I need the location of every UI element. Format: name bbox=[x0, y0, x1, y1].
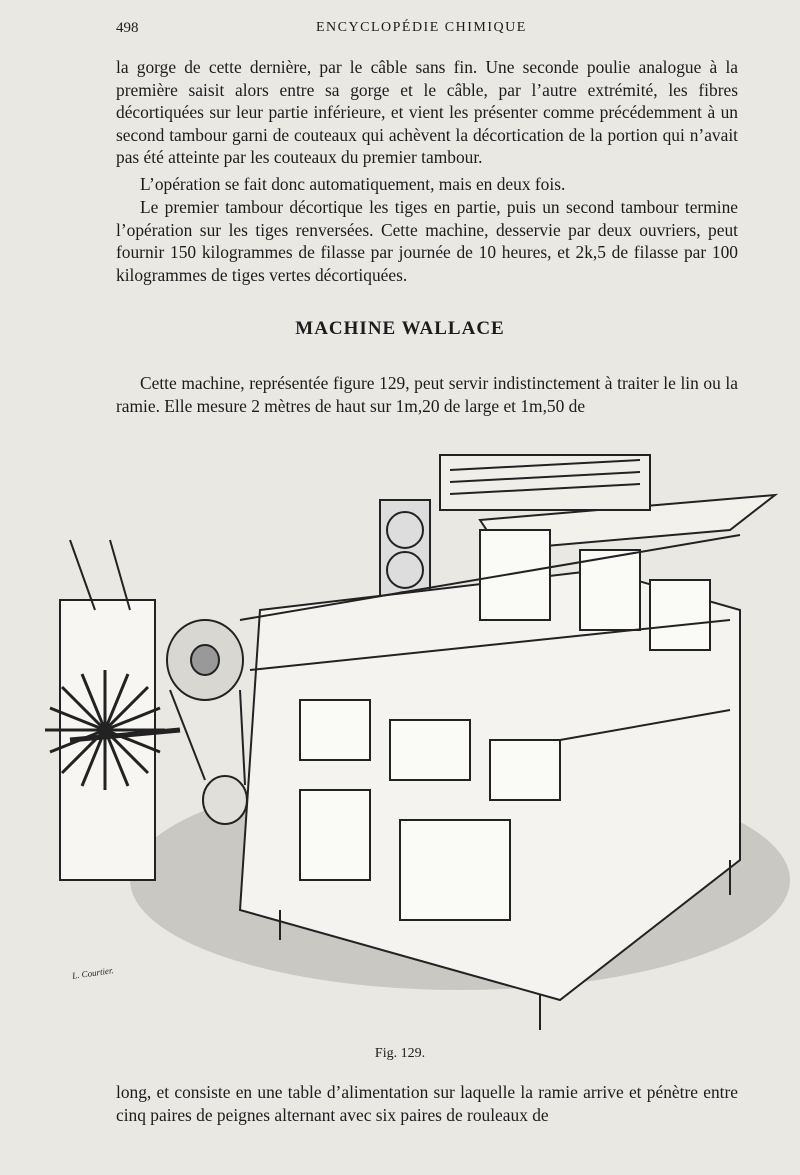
roller-assembly bbox=[440, 455, 650, 510]
body-paragraph: la gorge de cette dernière, par le câble sans fin. Une seconde poulie analogue à la première saisit alors entre sa gorge et le câble, par l’autre extrémité, les fibres décortiquées sur leur partie inférieure, et vient les présenter comme précédemment à un second tambour garni de couteaux qui achèvent la décortication de la portion qui n’avait pas été atteinte par les couteaux du premier tambour. bbox=[116, 57, 738, 167]
figure-caption: Fig. 129. bbox=[374, 1046, 426, 1061]
page-number: 498 bbox=[116, 20, 139, 36]
body-paragraph: Cette machine, représentée figure 129, peut servir indistinctement à traiter le lin ou la ramie. Elle mesure 2 mètres de haut sur 1m,20 de large et 1m,50 de bbox=[116, 373, 738, 416]
section-heading: MACHINE WALLACE bbox=[295, 318, 505, 339]
body-paragraph: long, et consiste en une table d’alimentation sur laquelle la ramie arrive et pénètre entre cinq paires de peignes alternant avec six paires de rouleaux de bbox=[116, 1082, 738, 1125]
running-header bbox=[116, 20, 736, 42]
engraver-signature: L. Courtier. bbox=[71, 965, 115, 981]
body-paragraph: L’opération se fait donc automatiquement, mais en deux fois. bbox=[140, 174, 566, 194]
machine-engraving bbox=[40, 440, 800, 1040]
lower-pulley bbox=[203, 776, 247, 824]
body-paragraph: Le premier tambour décortique les tiges en partie, puis un second tambour termine l’opération sur les tiges renversées. Cette machine, desservie par deux ouvriers, peut fournir 150 kilogrammes de filasse par journée de 10 heures, et 2k,5 de filasse par 100 kilogrammes de tiges vertes décortiquées. bbox=[116, 197, 738, 285]
running-title: ENCYCLOPÉDIE CHIMIQUE bbox=[316, 20, 527, 35]
decorticating-wheel bbox=[45, 670, 165, 790]
